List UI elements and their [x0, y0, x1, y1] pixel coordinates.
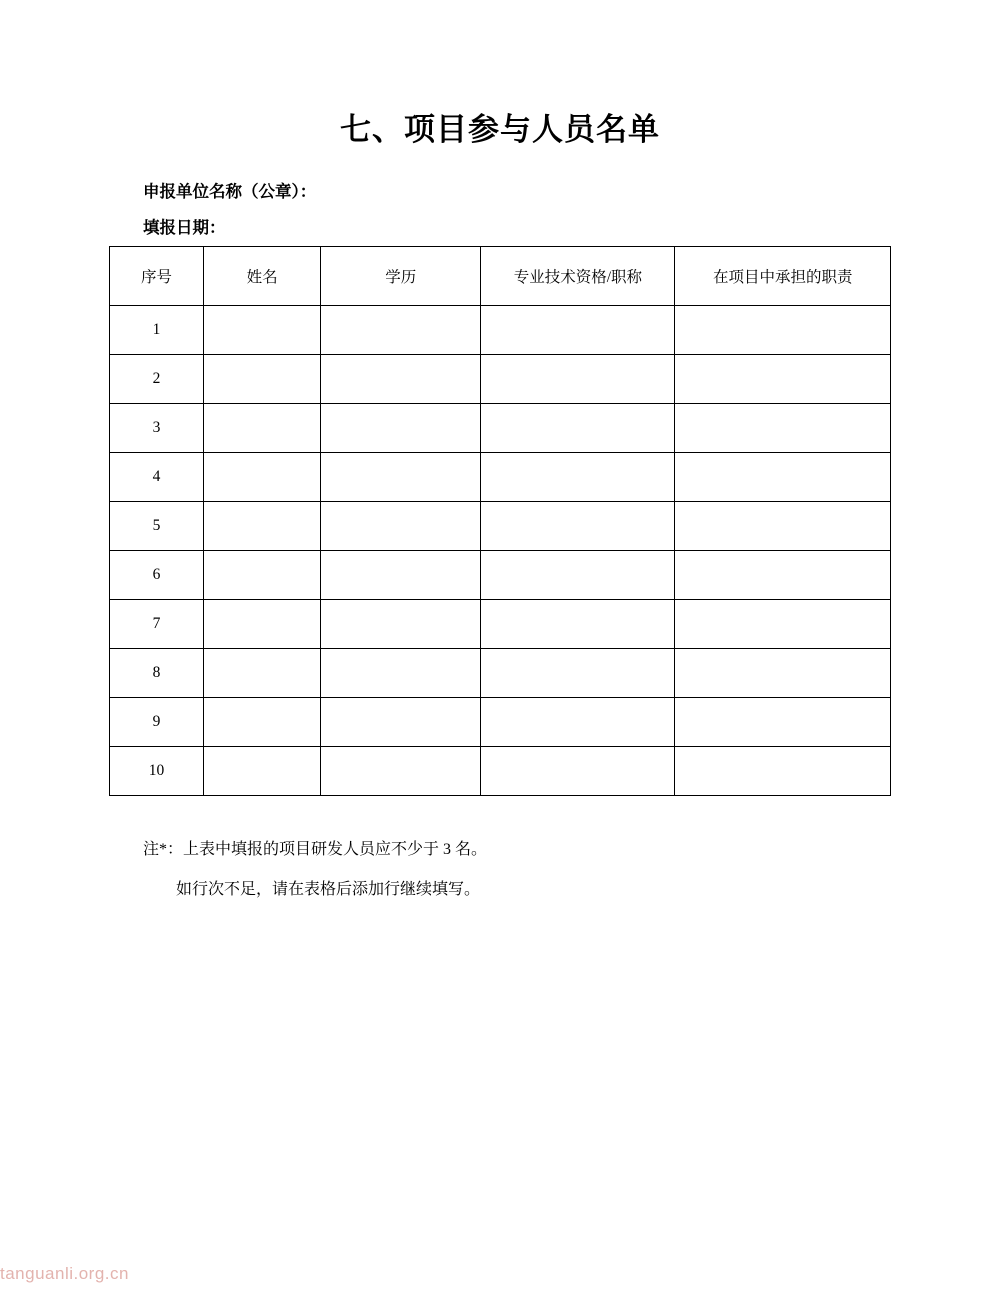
cell-duty[interactable]	[675, 698, 891, 747]
cell-education[interactable]	[321, 355, 481, 404]
cell-no: 3	[110, 404, 204, 453]
cell-name[interactable]	[203, 649, 320, 698]
table-row	[110, 600, 891, 649]
cell-duty[interactable]	[675, 306, 891, 355]
cell-duty[interactable]	[675, 404, 891, 453]
cell-name[interactable]	[203, 355, 320, 404]
column-header-name: 姓名	[203, 247, 320, 306]
column-header-education: 学历	[321, 247, 481, 306]
cell-qualification[interactable]	[481, 404, 675, 453]
cell-education[interactable]	[321, 600, 481, 649]
cell-qualification[interactable]	[481, 747, 675, 796]
cell-duty[interactable]	[675, 600, 891, 649]
cell-duty[interactable]	[675, 551, 891, 600]
cell-no: 10	[110, 747, 204, 796]
cell-no: 8	[110, 649, 204, 698]
cell-duty[interactable]	[675, 355, 891, 404]
cell-education[interactable]	[321, 453, 481, 502]
cell-education[interactable]	[321, 306, 481, 355]
cell-education[interactable]	[321, 747, 481, 796]
cell-name[interactable]	[203, 502, 320, 551]
cell-name[interactable]	[203, 600, 320, 649]
column-header-qualification: 专业技术资格/职称	[481, 247, 675, 306]
cell-name[interactable]	[203, 747, 320, 796]
cell-qualification[interactable]	[481, 600, 675, 649]
column-header-no: 序号	[110, 247, 204, 306]
note-minimum-staff: 注*：上表中填报的项目研发人员应不少于 3 名。	[143, 841, 488, 858]
cell-duty[interactable]	[675, 747, 891, 796]
cell-no: 1	[110, 306, 204, 355]
cell-education[interactable]	[321, 502, 481, 551]
cell-education[interactable]	[321, 698, 481, 747]
table-header-row	[110, 247, 891, 306]
table-row	[110, 355, 891, 404]
cell-qualification[interactable]	[481, 355, 675, 404]
cell-qualification[interactable]	[481, 698, 675, 747]
cell-qualification[interactable]	[481, 306, 675, 355]
table-row	[110, 551, 891, 600]
column-header-duty: 在项目中承担的职责	[675, 247, 891, 306]
table-row	[110, 698, 891, 747]
note-add-rows: 如行次不足，请在表格后添加行继续填写。	[176, 881, 481, 898]
field-applicant-unit: 申报单位名称（公章）：	[143, 182, 317, 201]
cell-duty[interactable]	[675, 502, 891, 551]
table-row	[110, 747, 891, 796]
table-row	[110, 649, 891, 698]
table-row	[110, 404, 891, 453]
cell-name[interactable]	[203, 453, 320, 502]
cell-no: 9	[110, 698, 204, 747]
cell-education[interactable]	[321, 551, 481, 600]
watermark: tanguanli.org.cn	[0, 1264, 129, 1283]
field-report-date: 填报日期：	[143, 218, 226, 237]
cell-duty[interactable]	[675, 649, 891, 698]
page-title: 七、项目参与人员名单	[340, 112, 660, 147]
table-row	[110, 306, 891, 355]
cell-name[interactable]	[203, 404, 320, 453]
cell-name[interactable]	[203, 698, 320, 747]
table-row	[110, 453, 891, 502]
cell-qualification[interactable]	[481, 453, 675, 502]
cell-no: 6	[110, 551, 204, 600]
cell-education[interactable]	[321, 404, 481, 453]
cell-no: 5	[110, 502, 204, 551]
cell-duty[interactable]	[675, 453, 891, 502]
cell-name[interactable]	[203, 306, 320, 355]
participants-table	[109, 246, 891, 796]
cell-no: 2	[110, 355, 204, 404]
cell-qualification[interactable]	[481, 649, 675, 698]
cell-qualification[interactable]	[481, 551, 675, 600]
cell-no: 4	[110, 453, 204, 502]
cell-name[interactable]	[203, 551, 320, 600]
cell-no: 7	[110, 600, 204, 649]
cell-education[interactable]	[321, 649, 481, 698]
table-row	[110, 502, 891, 551]
cell-qualification[interactable]	[481, 502, 675, 551]
